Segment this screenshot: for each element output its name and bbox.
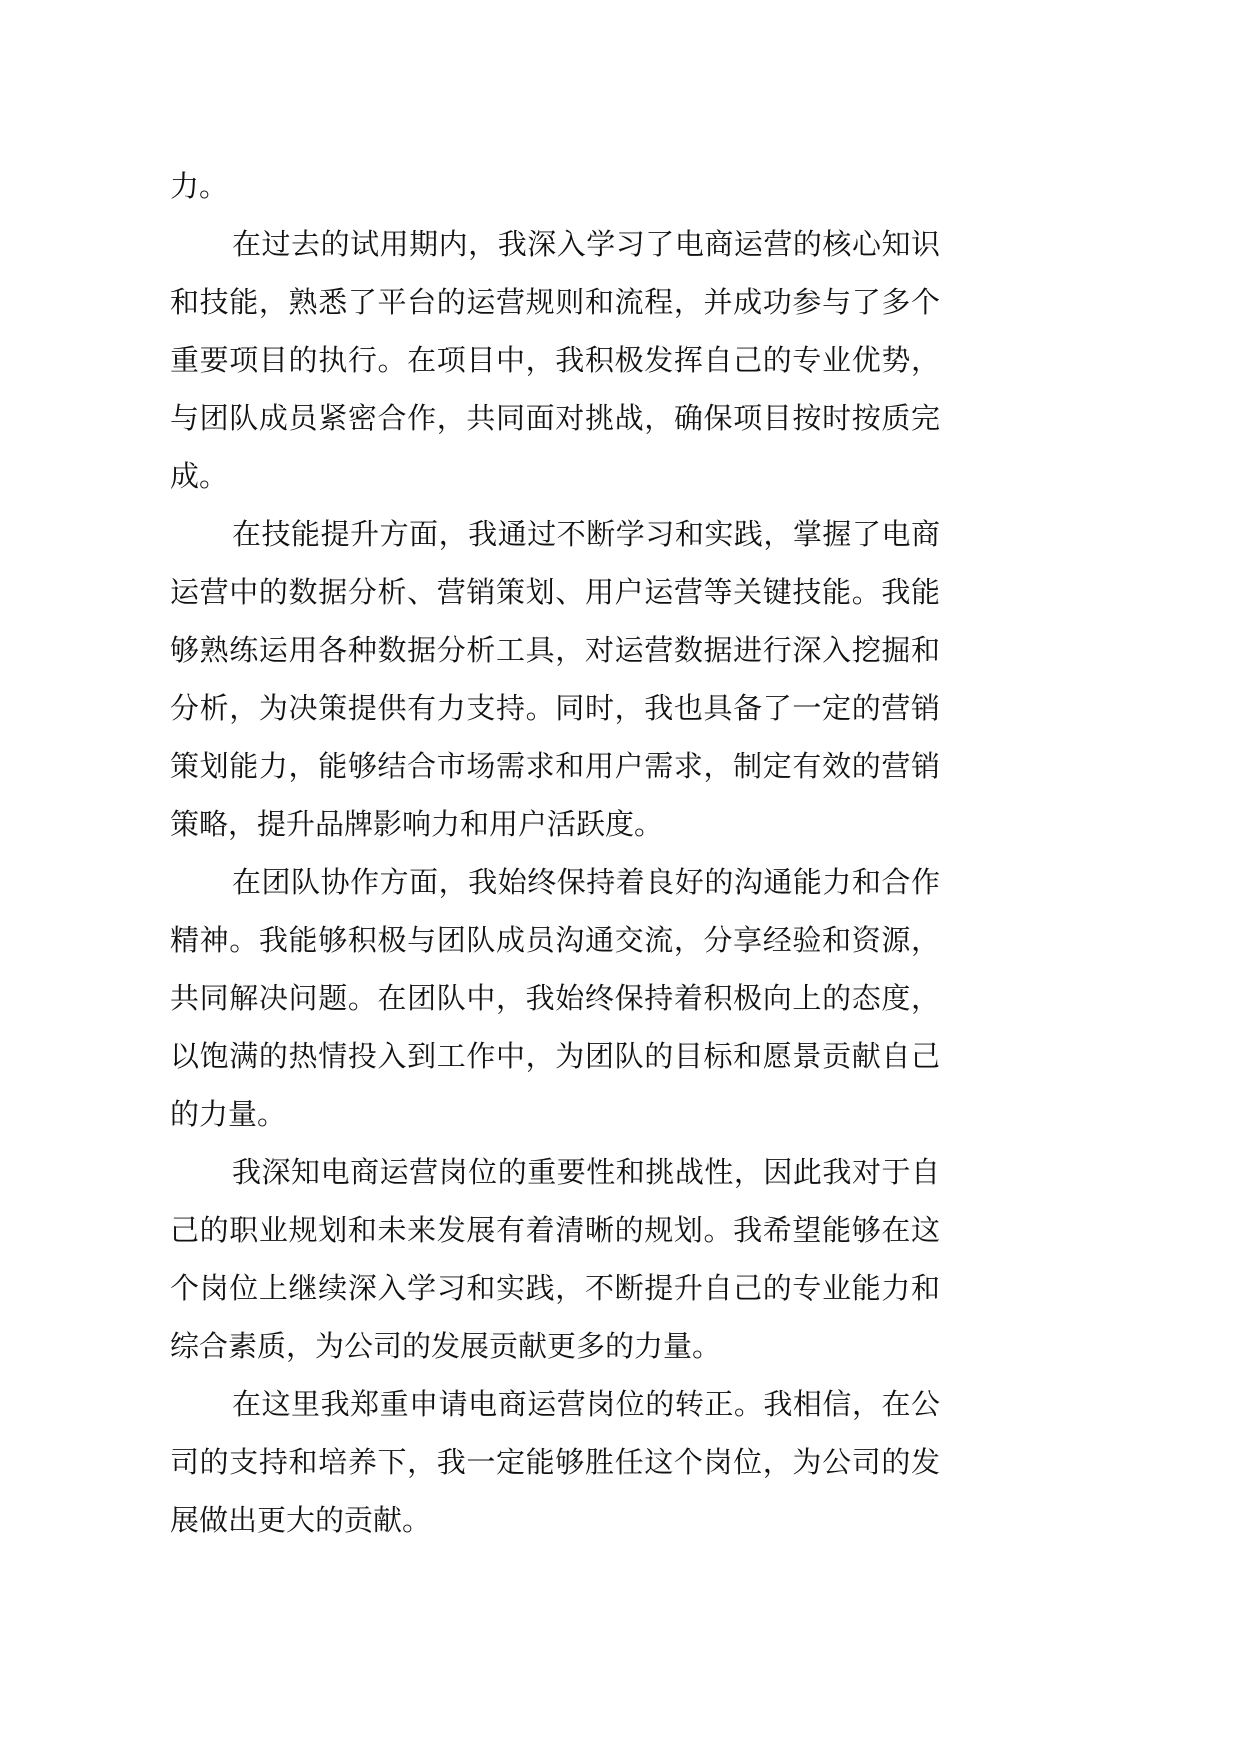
text-line: 共同解决问题。在团队中，我始终保持着积极向上的态度， xyxy=(170,981,940,1015)
text-line: 我深知电商运营岗位的重要性和挑战性，因此我对于自 xyxy=(232,1155,940,1189)
text-line: 与团队成员紧密合作，共同面对挑战，确保项目按时按质完 xyxy=(170,401,940,435)
text-line: 运营中的数据分析、营销策划、用户运营等关键技能。我能 xyxy=(170,575,940,609)
text-line: 精神。我能够积极与团队成员沟通交流，分享经验和资源， xyxy=(170,923,940,957)
text-line: 够熟练运用各种数据分析工具，对运营数据进行深入挖掘和 xyxy=(170,633,940,667)
paragraph-probation-review xyxy=(170,215,940,505)
text-line: 策划能力，能够结合市场需求和用户需求，制定有效的营销 xyxy=(170,749,940,783)
text-line: 综合素质，为公司的发展贡献更多的力量。 xyxy=(170,1329,722,1363)
text-line: 在技能提升方面，我通过不断学习和实践，掌握了电商 xyxy=(232,517,940,551)
text-line: 展做出更大的贡献。 xyxy=(170,1503,432,1537)
text-line: 在团队协作方面，我始终保持着良好的沟通能力和合作 xyxy=(232,865,940,899)
text-line: 分析，为决策提供有力支持。同时，我也具备了一定的营销 xyxy=(170,691,940,725)
text-line: 司的支持和培养下，我一定能够胜任这个岗位，为公司的发 xyxy=(170,1445,940,1479)
text-line: 以饱满的热情投入到工作中，为团队的目标和愿景贡献自己 xyxy=(170,1039,940,1073)
paragraph-skill-improvement xyxy=(170,505,940,853)
text-line: 在这里我郑重申请电商运营岗位的转正。我相信，在公 xyxy=(232,1387,940,1421)
text-line: 的力量。 xyxy=(170,1097,287,1131)
paragraph-teamwork xyxy=(170,853,940,1143)
text-line: 在过去的试用期内，我深入学习了电商运营的核心知识 xyxy=(232,227,940,261)
text-line: 个岗位上继续深入学习和实践，不断提升自己的专业能力和 xyxy=(170,1271,940,1305)
paragraph-career-plan xyxy=(170,1143,940,1375)
text-line: 重要项目的执行。在项目中，我积极发挥自己的专业优势， xyxy=(170,343,940,377)
document-body xyxy=(170,157,940,1549)
text-line: 力。 xyxy=(170,169,229,203)
paragraph-application xyxy=(170,1375,940,1549)
text-line: 成。 xyxy=(170,459,229,493)
text-line: 和技能，熟悉了平台的运营规则和流程，并成功参与了多个 xyxy=(170,285,940,319)
text-line: 策略，提升品牌影响力和用户活跃度。 xyxy=(170,807,664,841)
text-line: 己的职业规划和未来发展有着清晰的规划。我希望能够在这 xyxy=(170,1213,940,1247)
paragraph-continuation xyxy=(170,157,940,215)
